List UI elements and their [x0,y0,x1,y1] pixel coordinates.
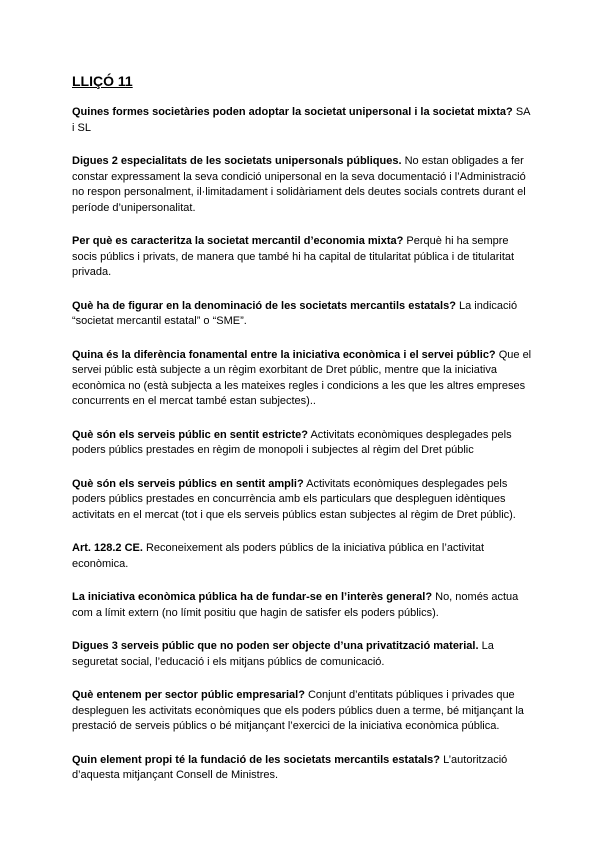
question: Què ha de figurar en la denominació de les societats mercantils estatals? [72,299,456,312]
answer: No estan obligades a fer constar expressament la seva condició unipersonal en la seva documentació i l’Administració no respon personalment, il·limitadament i solidàriament dels deutes socials contrets durant el període d’unipersonalitat. [72,155,526,214]
question: Quines formes societàries poden adoptar la societat unipersonal i la societat mixta? [72,106,513,118]
answer: Conjunt d’entitats públiques i privades que despleguen les activitats econòmiques que els poders públics duen a terme, bé mitjançant la prestació de serveis públics o bé mitjançant l’exercici de la iniciativa econòmica pública. [72,689,524,732]
qa-item-2 [72,154,534,216]
question: Quin element propi té la fundació de les societats mercantils estatals? [72,753,441,766]
question: Per què es caracteritza la societat mercantil d’economia mixta? [72,235,404,247]
qa-item-6 [72,428,534,459]
answer: SA i SL [72,106,530,134]
qa-item-5 [72,348,534,410]
qa-item-11 [72,688,534,735]
answer: L’autorització d’aquesta mitjançant Consell de Ministres. [72,753,508,781]
qa-item-7 [72,477,534,524]
answer: La seguretat social, l’educació i els mitjans públics de comunicació. [72,640,494,668]
answer: Reconeixement als poders públics de la iniciativa pública en l’activitat econòmica. [72,542,485,570]
question: La iniciativa econòmica pública ha de fundar-se en l’interès general? [72,591,433,603]
answer: Activitats econòmiques desplegades pels poders públics prestades en règim de monopoli i subjectes al règim del Dret públic [72,428,512,456]
question: Art. 128.2 CE. [72,542,143,554]
answer: No, només actua com a límit extern (no límit positiu que hagin de satisfer els poders públics). [72,591,519,619]
question: Digues 3 serveis públic que no poden ser objecte d’una privatització material. [72,640,479,652]
question: Quina és la diferència fonamental entre la iniciativa econòmica i el servei públic? [72,348,496,361]
question: Què entenem per sector públic empresarial? [72,689,305,701]
qa-item-10 [72,639,534,670]
question: Digues 2 especialitats de les societats unipersonals públiques. [72,155,402,167]
qa-item-12 [72,753,534,784]
qa-item-1 [72,105,534,136]
answer: Activitats econòmiques desplegades pels poders públics prestades en concurrència amb els particulars que despleguen idèntiques activitats en el mercat (tot i que els serveis públics estan subjectes al règim de Dret públic). [72,477,516,521]
question: Què són els serveis públic en sentit estricte? [72,428,308,441]
qa-item-9 [72,590,534,621]
question: Què són els serveis públics en sentit ampli? [72,477,304,490]
qa-item-4 [72,299,534,330]
answer: Que el servei públic està subjecte a un règim exorbitant de Dret públic, mentre que la iniciativa econòmica no (està subjecta a les mateixes regles i condicions a les que les altres empreses concurrents en el mercat també estan subjectes).. [72,348,532,407]
lesson-title: LLIÇÓ 11 [72,73,133,89]
answer: La indicació “societat mercantil estatal” o “SME”. [72,299,518,327]
document-page [72,72,534,802]
qa-item-3 [72,234,534,281]
answer: Perquè hi ha sempre socis públics i privats, de manera que també hi ha capital de titularitat pública i de titularitat privada. [72,235,515,278]
qa-item-8 [72,541,534,572]
